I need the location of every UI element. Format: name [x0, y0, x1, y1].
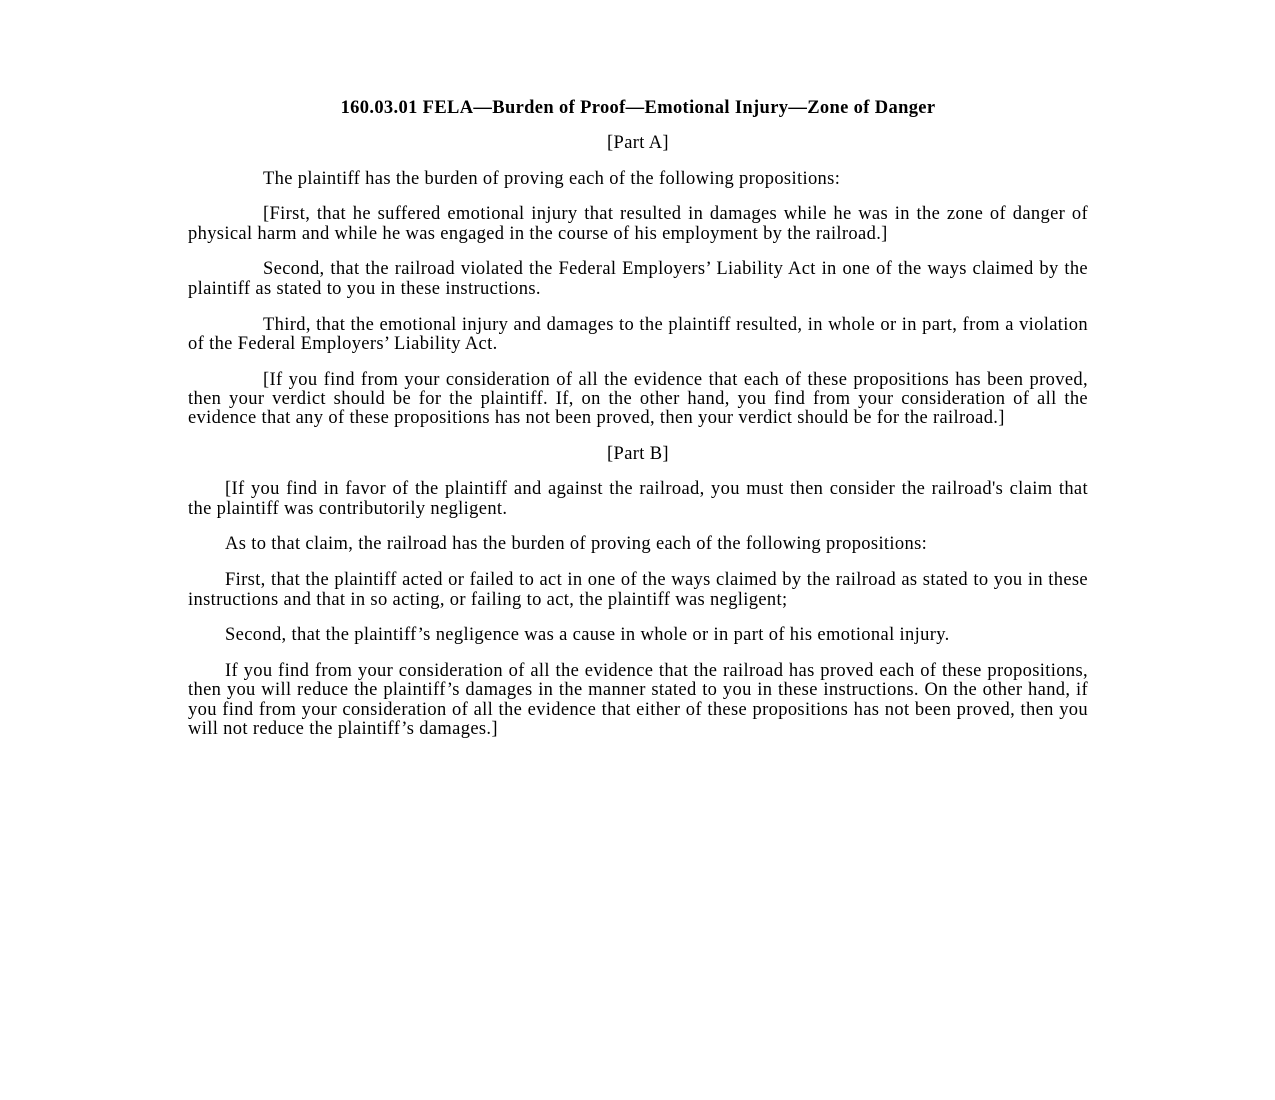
- paragraph: Third, that the emotional injury and damages to the plaintiff resulted, in whole or in part, from a violation of the Federal Employers’ Liability Act.: [188, 314, 1088, 354]
- paragraph: First, that the plaintiff acted or failed to act in one of the ways claimed by the railroad as stated to you in these instructions and that in so acting, or failing to act, the plaintiff was negligent;: [188, 570, 1088, 610]
- paragraph: [If you find from your consideration of all the evidence that each of these propositions has been proved, then your verdict should be for the plaintiff. If, on the other hand, you find from your consideration of all the evidence that any of these propositions has not been proved, then your verdict should be for the railroad.]: [188, 369, 1088, 429]
- paragraph: [First, that he suffered emotional injury that resulted in damages while he was in the zone of danger of physical harm and while he was engaged in the course of his employment by the railroad.]: [188, 204, 1088, 244]
- paragraph: The plaintiff has the burden of proving each of the following propositions:: [263, 168, 841, 189]
- paragraph: Second, that the plaintiff’s negligence was a cause in whole or in part of his emotional injury.: [225, 625, 950, 646]
- paragraph: Second, that the railroad violated the Federal Employers’ Liability Act in one of the ways claimed by the plaintiff as stated to you in these instructions.: [188, 259, 1088, 299]
- part-b-heading: [Part B]: [607, 444, 669, 465]
- paragraph: If you find from your consideration of all the evidence that the railroad has proved each of these propositions, then you will reduce the plaintiff’s damages in the manner stated to you in these instructions. On the other hand, if you find from your consideration of all the evidence that either of these propositions has not been proved, then you will not reduce the plaintiff’s damages.]: [188, 661, 1088, 740]
- document-page: [188, 99, 1088, 756]
- document-title: 160.03.01 FELA—Burden of Proof—Emotional Injury—Zone of Danger: [340, 98, 936, 118]
- paragraph: [If you find in favor of the plaintiff and against the railroad, you must then consider the railroad's claim that the plaintiff was contributorily negligent.: [188, 479, 1088, 519]
- paragraph: As to that claim, the railroad has the burden of proving each of the following propositions:: [225, 534, 928, 555]
- part-a-heading: [Part A]: [607, 133, 669, 154]
